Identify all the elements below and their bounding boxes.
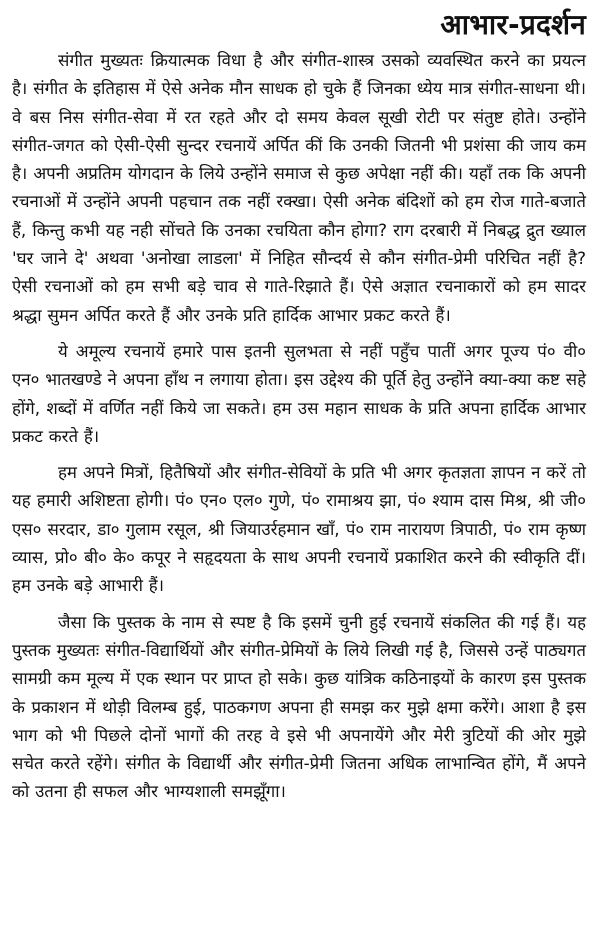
paragraph-4: जैसा कि पुस्तक के नाम से स्पष्ट है कि इसमें चुनी हुई रचनायें संकलित की गई हैं। यह पुस्तक मुख्यतः संगीत-विद्यार्थियों और संगीत-प्रेमियों के लिये लिखी गई है, जिससे उन्हें पाठ्यगत सामग्री कम मूल्य में एक स्थान पर प्राप्त हो सके। कुछ यांत्रिक कठिनाइयों के कारण इस पुस्तक के प्रकाशन में थोड़ी विलम्ब हुई, पाठकगण अपना ही समझ कर मुझे क्षमा करेंगे। आशा है इस भाग को भी पिछले दोनों भागों की तरह वे इसे भी अपनायेंगे और मेरी त्रुटियों की ओर मुझे सचेत करते रहेंगे। संगीत के विद्यार्थी और संगीत-प्रेमी जितना अधिक लाभान्वित होंगे, मैं अपने को उतना ही सफल और भाग्यशाली समझूँगा। <box>12 611 586 802</box>
paragraph-3: हम अपने मित्रों, हितैषियों और संगीत-सेवियों के प्रति भी अगर कृतज्ञता ज्ञापन न करें तो यह हमारी अशिष्टता होगी। पं० एन० एल० गुणे, पं० रामाश्रय झा, पं० श्याम दास मिश्र, श्री जी० एस० सरदार, डा० गुलाम रसूल, श्री जियाउर्रहमान खाँ, पं० राम नारायण त्रिपाठी, पं० राम कृष्ण व्यास, प्रो० बी० के० कपूर ने सहृदयता के साथ अपनी रचनायें प्रकाशित करने की स्वीकृति दीं। हम उनके बड़े आभारी हैं। <box>12 462 586 596</box>
paragraph-2: ये अमूल्य रचनायें हमारे पास इतनी सुलभता से नहीं पहुँच पातीं अगर पूज्य पं० वी० एन० भातखण्डे ने अपना हाँथ न लगाया होता। इस उद्देश्य की पूर्ति हेतु उन्होंने क्या-क्या कष्ट सहे होंगे, शब्दों में वर्णित नहीं किये जा सकते। हम उस महान साधक के प्रति अपना हार्दिक आभार प्रकट करते हैं। <box>12 340 586 446</box>
page-title: आभार-प्रदर्शन <box>440 8 586 41</box>
paragraph-1: संगीत मुख्यतः क्रियात्मक विधा है और संगीत-शास्त्र उसको व्यवस्थित करने का प्रयत्न है। संगीत के इतिहास में ऐसे अनेक मौन साधक हो चुके हैं जिनका ध्येय मात्र संगीत-साधना थी। वे बस निस संगीत-सेवा में रत रहते और दो समय केवल सूखी रोटी पर संतुष्ट होते। उन्होंने संगीत-जगत को ऐसी-ऐसी सुन्दर रचनायें अर्पित कीं कि उनकी जितनी भी प्रशंसा की जाय कम है। अपनी अप्रतिम योगदान के लिये उन्होंने समाज से कुछ अपेक्षा नहीं की। यहाँ तक कि अपनी रचनाओं में उन्होंने अपनी पहचान तक नहीं रक्खा। ऐसी अनेक बंदिशों को हम रोज गाते-बजाते हैं, किन्तु कभी यह नही सोंचते कि उनका रचयिता कौन होगा? राग दरबारी में निबद्ध द्रुत ख्याल 'घर जाने दे' अथवा 'अनोखा लाडला' में निहित सौन्दर्य से कौन संगीत-प्रेमी परिचित नहीं है? ऐसी रचनाओं को हम सभी बड़े चाव से गाते-रिझाते हैं। ऐसे अज्ञात रचनाकारों को हम सादर श्रद्धा सुमन अर्पित करते हैं और उनके प्रति हार्दिक आभार प्रकट करते हैं। <box>12 50 586 325</box>
body-text <box>12 46 586 806</box>
